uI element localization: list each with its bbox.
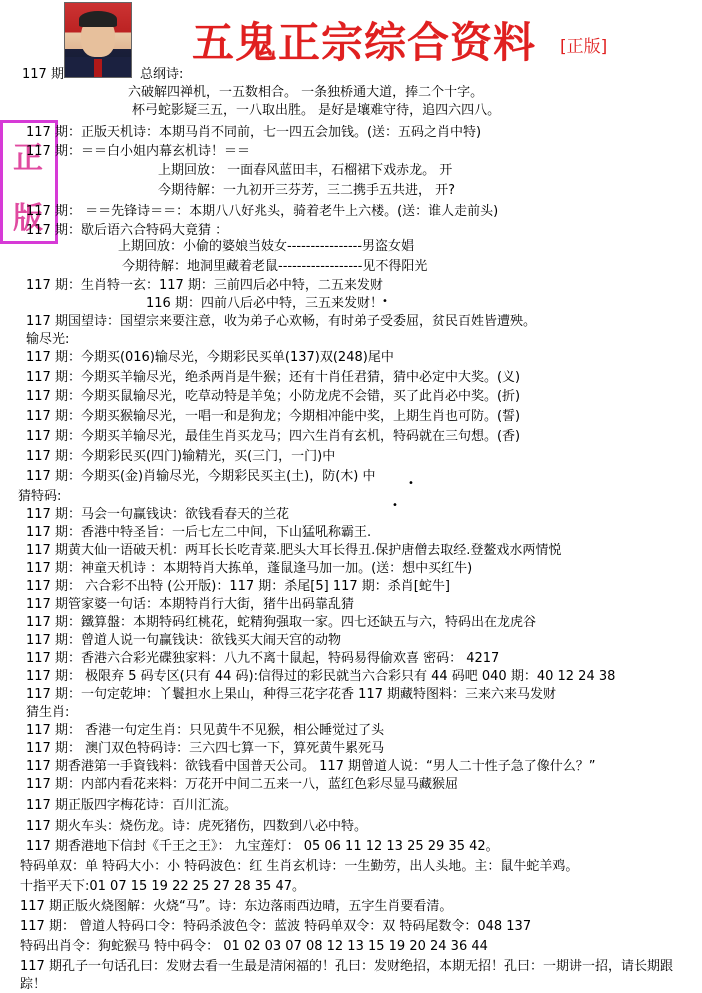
stamp-char: 正 — [13, 141, 43, 176]
stamp-char: 版 — [13, 201, 43, 236]
edition-tag: [正版] — [560, 37, 608, 57]
text-line: 117 期正版火烧图解：火烧“马”。诗：东边落雨西边晴，五字生肖要看清。 — [20, 899, 453, 914]
text-line: 特码出肖令：狗蛇猴马 特中码令： 01 02 03 07 08 12 13 15 19 20 24 36 44 — [20, 939, 488, 954]
text-line: 117 期孔子一句话孔曰：发财去看一生最是清闲福的！孔曰：发财绝招，本期无招！孔曰：一期讲一招，请长期跟 — [20, 959, 673, 974]
text-line: 今期待解：地洞里藏着老鼠------------------见不得阳光 — [122, 259, 428, 274]
text-line: 117 期：曾道人说一句赢钱诀：欲钱买大闹天宫的动物 — [26, 633, 341, 648]
text-line: 117 期管家婆一句话：本期特肖行大街，猪牛出码靠乱猜 — [26, 597, 354, 612]
text-line: 117 期： 澳门双色特码诗：三六四七算一下，算死黄牛累死马 — [26, 741, 385, 756]
text-line: 117 期：正版天机诗：本期马肖不同前，七一四五会加钱。(送：五码之肖中特) — [26, 125, 482, 140]
text-line: 117 期： ＝＝先锋诗＝＝：本期八八好兆头，骑着老牛上六楼。(送：谁人走前头) — [26, 204, 499, 219]
text-line: 猜生肖: — [26, 705, 70, 720]
text-line: 117 期：今期买鼠输尽光，吃草动特是羊兔；小防龙虎不会错，买了此肖必中奖。(折) — [26, 389, 521, 404]
text-line: 117 期：香港中特圣旨：一后七左二中间，下山猛吼称霸王. — [26, 525, 372, 540]
text-line: 上期回放：小偷的婆娘当妓女----------------男盗女娼 — [118, 239, 415, 254]
text-line: 杯弓蛇影疑三五，一八取出胜。 是好是壤难守待，追四六四八。 — [132, 103, 501, 118]
text-line: 117 期火车头：烧伤龙。诗：虎死猪伤，四数到八必中特。 — [26, 819, 367, 834]
text-line: 117 期：今期买(016)输尽光，今期彩民买单(137)双(248)尾中 — [26, 350, 394, 365]
text-line: 上期回放： 一面春风蓝田丰，石榴裙下戏赤龙。 开 — [158, 163, 453, 178]
text-line: 117 期：＝＝白小姐内幕玄机诗！＝＝ — [26, 144, 250, 159]
text-line: 117 期：马会一句赢钱诀：欲钱看春天的兰花 — [26, 507, 289, 522]
text-line: 117 期：今期买(金)肖输尽光，今期彩民买主(土)，防(木) 中 — [26, 469, 376, 484]
text-line: 117 期： 六合彩不出特 (公开版)：117 期：杀尾[5] 117 期：杀肖[蛇牛] — [26, 579, 450, 594]
author-photo — [64, 2, 132, 78]
text-line: 117 期：今期买羊输尽光，最佳生肖买龙马；四六生肖有玄机，特码就在三句想。(香) — [26, 429, 521, 444]
text-line: 117 期国望诗：国望宗来要注意，收为弟子心欢畅，有时弟子受委屈，贫民百姓皆遭殃。 — [26, 314, 536, 329]
stray-dot: • — [382, 296, 388, 307]
text-line: 117 期： 曾道人特码口令：特码杀波色令：蓝波 特码单双令：双 特码尾数令：048 137 — [20, 919, 532, 934]
text-line: 输尽光: — [26, 332, 70, 347]
text-line: 117 期：一句定乾坤：丫鬟担水上果山，种得三花字花香 117 期藏特图料：三来六来马发财 — [26, 687, 557, 702]
text-line: 117 期黄大仙一语破天机：两耳长长吃青菜.肥头大耳长得丑.保护唐僧去取经.登鳌戏水两情悦 — [26, 543, 562, 558]
text-line: 117 期香港第一手資钱料：欲钱看中国普天公司。 117 期曾道人说：“男人二十性子急了像什么？” — [26, 759, 596, 774]
text-line: 六破解四禅机，一五数相合。 一条独桥通大道，捧二个十字。 — [128, 85, 484, 100]
text-line: 117 期香港地下信封《千王之王》： 九宝莲灯： 05 06 11 12 13 25 29 35 42。 — [26, 839, 499, 854]
stray-dot: • — [408, 478, 414, 489]
text-line: 117 期：香港六合彩光碟独家料：八九不离十鼠起，特码易得偷欢喜 密码： 4217 — [26, 651, 500, 666]
text-line: 今期待解：一九初开三芬芳，三二携手五共进， 开? — [158, 183, 456, 198]
text-line: 117 期 — [22, 67, 64, 82]
text-line: 117 期：歇后语六合特码大竟猜 ： — [26, 223, 229, 238]
text-line: 117 期：生肖特一玄：117 期：三前四后必中特，二五来发财 — [26, 278, 383, 293]
text-line: 117 期正版四字梅花诗：百川汇流。 — [26, 798, 237, 813]
text-line: 117 期： 香港一句定生肖：只见黄牛不见猴，相公睡觉过了头 — [26, 723, 385, 738]
text-line: 117 期：今期买羊输尽光，绝杀两肖是牛猴；还有十肖任君猜，猜中必定中大奖。(义) — [26, 370, 521, 385]
text-line: 117 期： 极限弃 5 码专区(只有 44 码):信得过的彩民就当六合彩只有 44 码吧 040 期：40 12 24 38 — [26, 669, 616, 684]
text-line: 117 期：今期彩民买(四门)输精光，买(三门，一门)中 — [26, 449, 336, 464]
text-line: 猜特码: — [18, 489, 62, 504]
text-line: 特码单双：单 特码大小：小 特码波色：红 生肖玄机诗：一生勤劳，出人头地。主：鼠牛蛇羊鸡。 — [20, 859, 579, 874]
text-line: 117 期：内部内看花来料：万花开中间二五来一八，蓝红色彩尽显马藏猴屈 — [26, 777, 458, 792]
text-line: 总纲诗: — [140, 67, 184, 82]
text-line: 117 期：神童天机诗 ：本期特肖大拣单，蓬鼠逢马加一加。(送：想中买红牛) — [26, 561, 473, 576]
text-line: 踪！ — [20, 977, 47, 992]
stray-dot: • — [392, 500, 398, 511]
document-title: 五鬼正宗综合资料 — [192, 18, 537, 67]
text-line: 116 期：四前八后必中特，三五来发财！ — [146, 296, 383, 311]
text-line: 117 期：今期买猴输尽光，一唱一和是狗龙；今期相冲能中奖，上期生肖也可防。(誓) — [26, 409, 521, 424]
text-line: 117 期：鐵算盤：本期特码红桃花，蛇精狗强取一家。四七还缺五与六，特码出在龙虎谷 — [26, 615, 536, 630]
text-line: 十指平天下:01 07 15 19 22 25 27 28 35 47。 — [20, 879, 305, 894]
